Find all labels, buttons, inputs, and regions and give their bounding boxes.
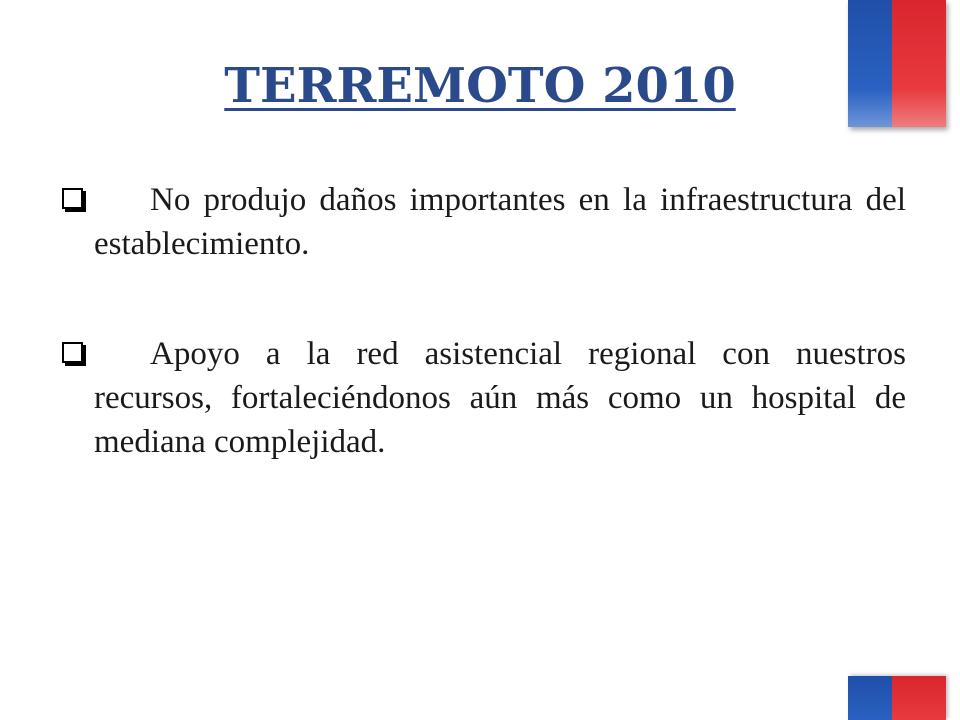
- bullet-item: [58, 178, 906, 266]
- flag-blue-stripe: [848, 676, 892, 720]
- flag-decoration-bottom: [848, 676, 946, 720]
- slide-title-text: TERREMOTO 2010: [224, 58, 736, 114]
- bullet-item: [58, 332, 906, 464]
- slide-title: [0, 58, 960, 114]
- flag-red-stripe: [892, 676, 946, 720]
- square-bullet-icon: [62, 342, 83, 363]
- bullet-text: No produjo daños importantes en la infraestructura del establecimiento.: [94, 182, 906, 262]
- square-bullet-icon: [62, 188, 83, 209]
- bullet-text: Apoyo a la red asistencial regional con nuestros recursos, fortaleciéndonos aún más como un hospital de mediana complejidad.: [94, 336, 906, 460]
- bullet-list: [58, 178, 906, 464]
